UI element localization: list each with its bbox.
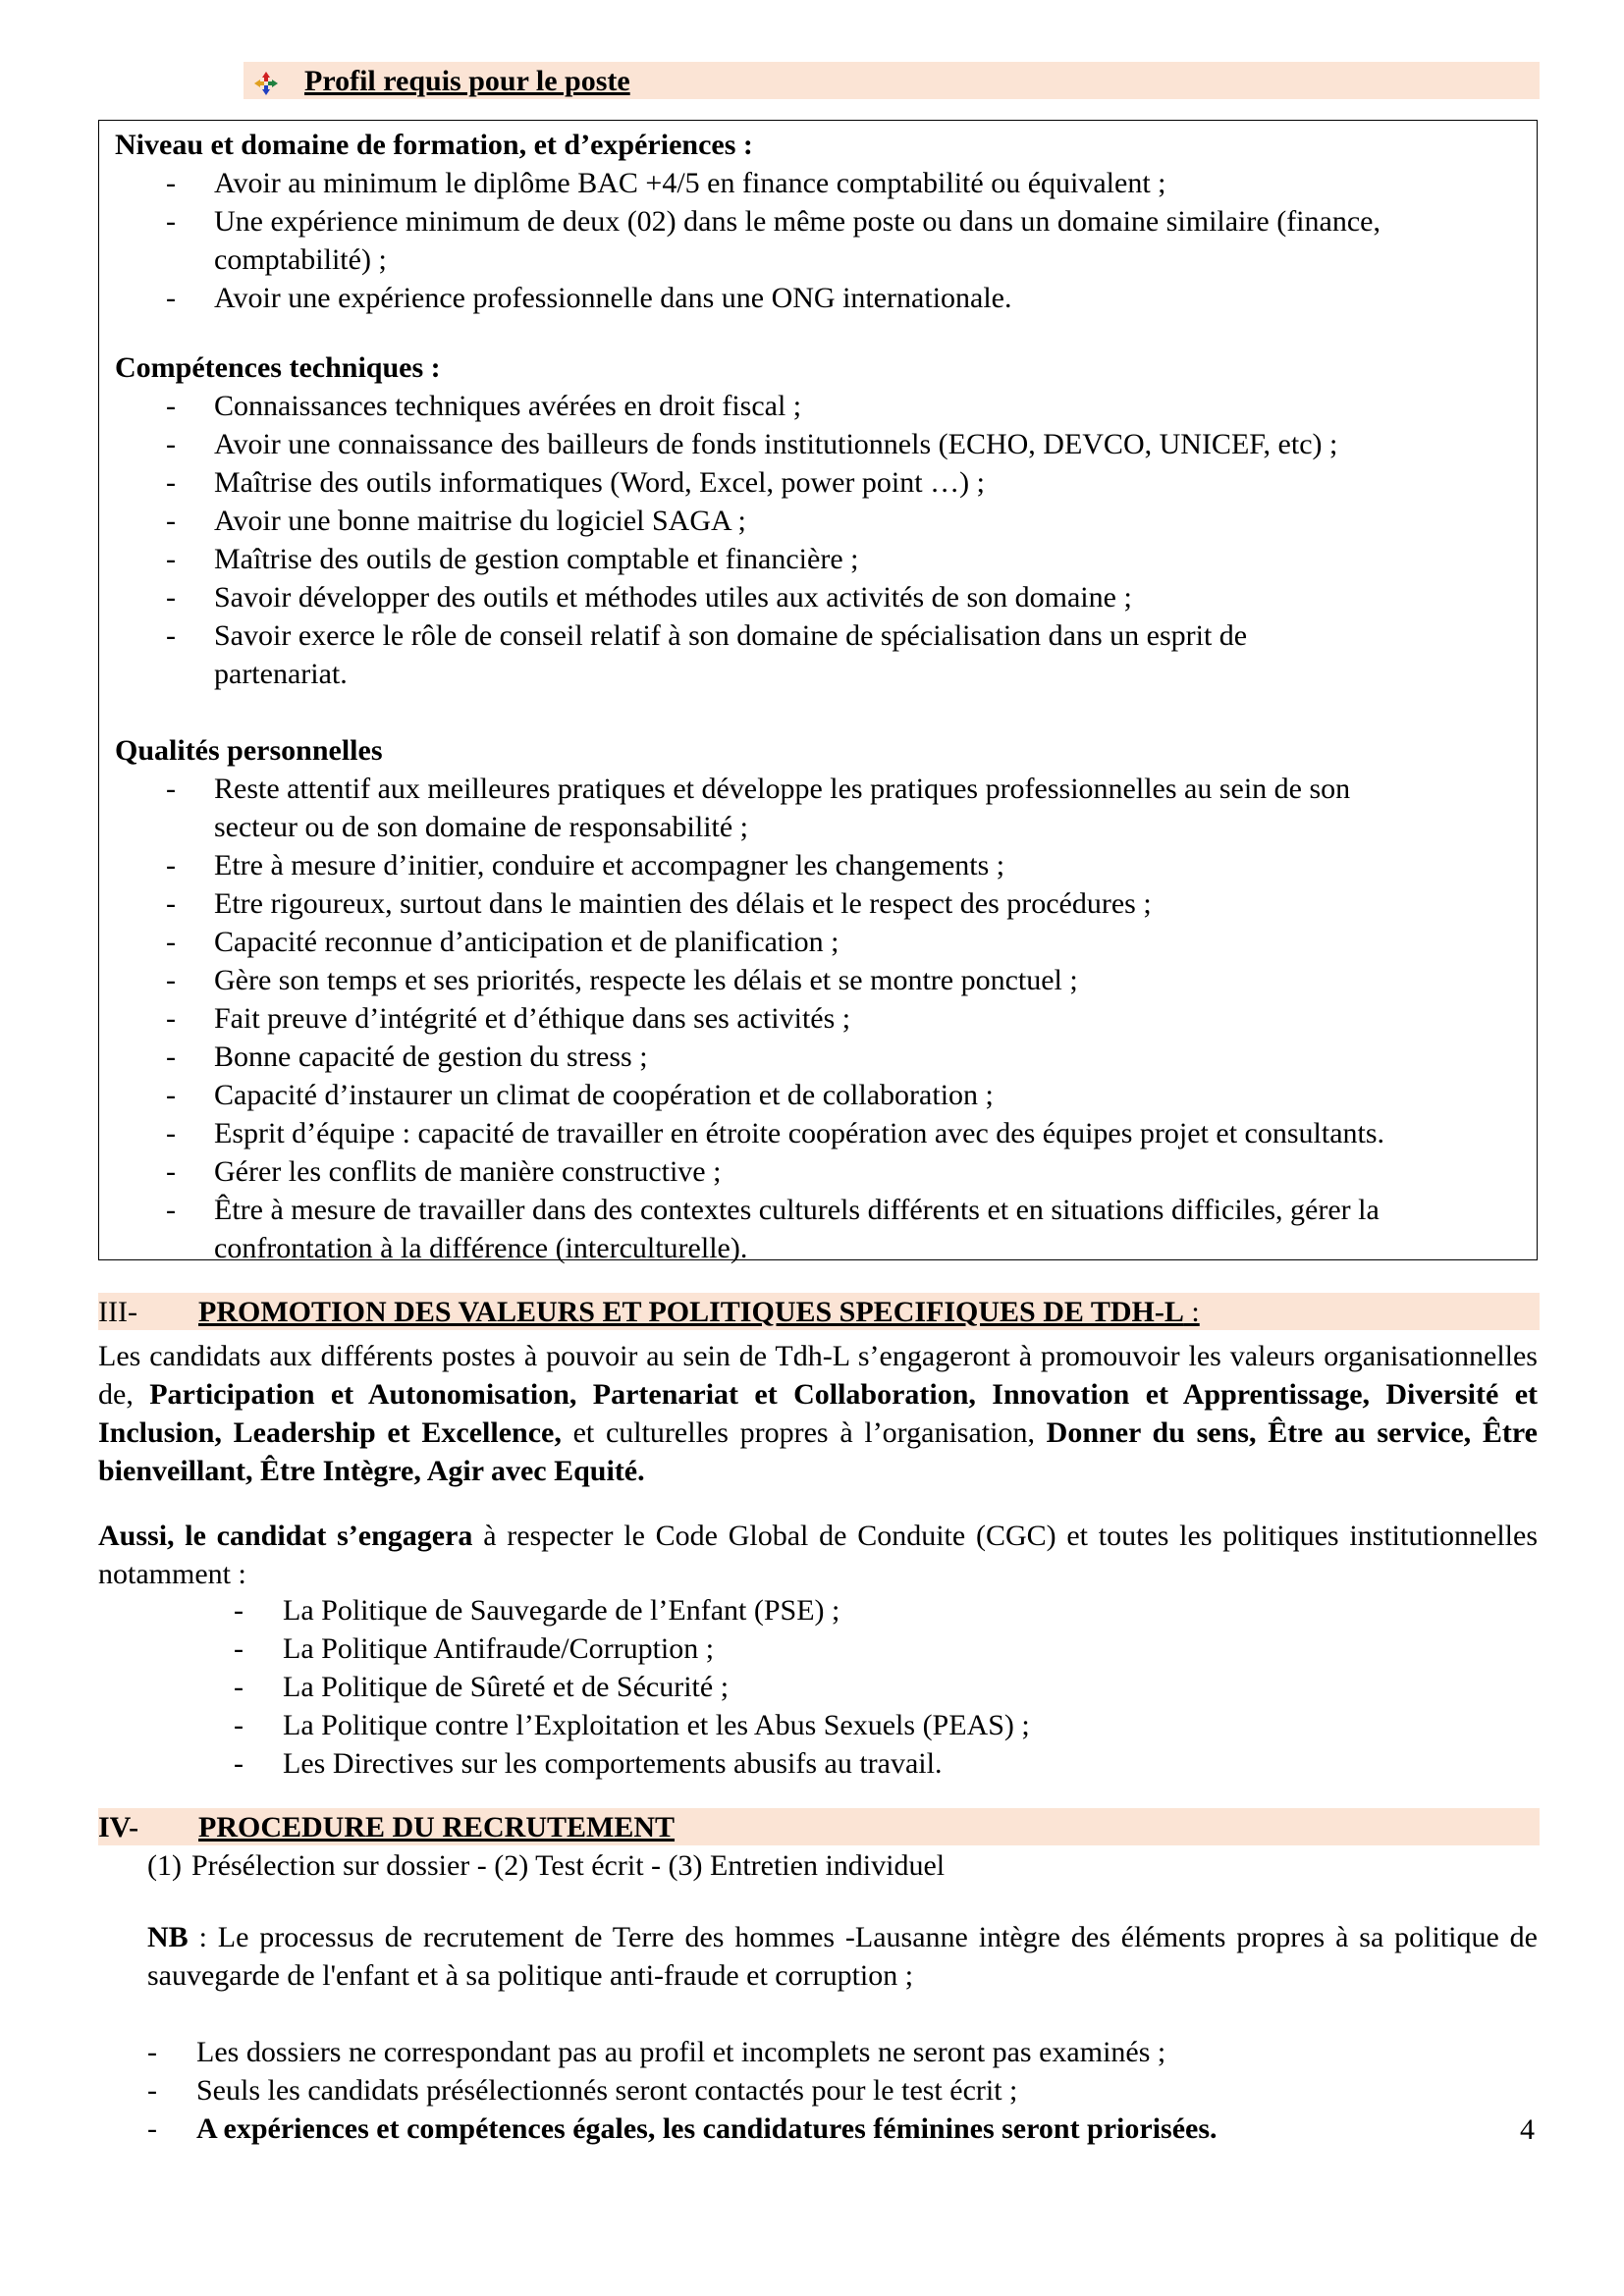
list-bullet-dash: - [166,1194,176,1226]
list-item-text: Une expérience minimum de deux (02) dans le même poste ou dans un domaine similaire (finance, [214,205,1380,238]
list-item-text: Être à mesure de travailler dans des contextes culturels différents et en situations difficiles, gérer la [214,1194,1380,1226]
list-item-text: La Politique Antifraude/Corruption ; [283,1632,715,1665]
list-bullet-dash: - [147,2036,157,2068]
list-item-text: confrontation à la différence (interculturelle). [214,1232,748,1264]
recruitment-steps: (1) Présélection sur dossier - (2) Test écrit - (3) Entretien individuel [147,1849,946,1882]
list-bullet-dash: - [234,1594,244,1627]
list-item-text: Etre à mesure d’initier, conduire et accompagner les changements ; [214,849,1005,881]
list-bullet-dash: - [166,849,176,881]
list-item-text: Gère son temps et ses priorités, respecte les délais et se montre ponctuel ; [214,964,1078,996]
list-item-text: Fait preuve d’intégrité et d’éthique dans ses activités ; [214,1002,851,1035]
page-number: 4 [1520,2113,1535,2146]
list-bullet-dash: - [166,543,176,575]
list-item-text: Avoir au minimum le diplôme BAC +4/5 en finance comptabilité ou équivalent ; [214,167,1166,199]
list-item-text: Avoir une connaissance des bailleurs de fonds institutionnels (ECHO, DEVCO, UNICEF, etc) ; [214,428,1338,460]
list-bullet-dash: - [234,1747,244,1780]
list-item-text: Avoir une bonne maitrise du logiciel SAGA ; [214,505,746,537]
list-bullet-dash: - [166,964,176,996]
list-item-text: Reste attentif aux meilleures pratiques et développe les pratiques professionnelles au sein de son [214,773,1351,805]
list-item-text: Maîtrise des outils de gestion comptable et financière ; [214,543,859,575]
list-bullet-dash: - [166,581,176,614]
profile-header-bar [244,62,1540,99]
section3-title: PROMOTION DES VALEURS ET POLITIQUES SPECIFIQUES DE TDH-L : [198,1296,1200,1328]
list-bullet-dash: - [166,926,176,958]
list-bullet-dash: - [166,505,176,537]
list-item-text: La Politique de Sûreté et de Sécurité ; [283,1671,730,1703]
list-bullet-dash: - [166,1002,176,1035]
list-bullet-dash: - [166,1079,176,1111]
section4-header-bar [98,1808,1540,1845]
list-item-text: Savoir exerce le rôle de conseil relatif à son domaine de spécialisation dans un esprit de [214,619,1248,652]
list-bullet-dash: - [166,428,176,460]
list-item-text: partenariat. [214,658,348,690]
list-item-text: Seuls les candidats présélectionnés seront contactés pour le test écrit ; [196,2074,1018,2107]
list-item-text: La Politique contre l’Exploitation et les Abus Sexuels (PEAS) ; [283,1709,1030,1741]
list-item-text: Gérer les conflits de manière constructive ; [214,1155,722,1188]
section3-header-bar [98,1293,1540,1330]
list-bullet-dash: - [166,282,176,314]
list-item-text: Esprit d’équipe : capacité de travailler en étroite coopération avec des équipes projet et consultants. [214,1117,1385,1149]
list-bullet-dash: - [147,2112,157,2145]
section3-commitment-paragraph: Aussi, le candidat s’engagera à respecter le Code Global de Conduite (CGC) et toutes les politiques institutionnelles notamment : [98,1520,1538,1590]
techniques-heading: Compétences techniques : [115,351,441,384]
priority-note: A expériences et compétences égales, les candidatures féminines seront priorisées. [196,2112,1218,2145]
list-item-text: Les Directives sur les comportements abusifs au travail. [283,1747,943,1780]
list-bullet-dash: - [166,887,176,920]
list-bullet-dash: - [147,2074,157,2107]
list-bullet-dash: - [234,1671,244,1703]
qualites-heading: Qualités personnelles [115,734,383,767]
list-item-text: Etre rigoureux, surtout dans le maintien des délais et le respect des procédures ; [214,887,1152,920]
list-bullet-dash: - [166,205,176,238]
list-bullet-dash: - [166,1041,176,1073]
formation-heading: Niveau et domaine de formation, et d’expériences : [115,129,753,161]
list-item-text: Les dossiers ne correspondant pas au profil et incomplets ne seront pas examinés ; [196,2036,1166,2068]
section3-values-paragraph: Les candidats aux différents postes à pouvoir au sein de Tdh-L s’engageront à promouvoir les valeurs organisationnelles de, Participation et Autonomisation, Partenariat et Collaboration, Innovation et Apprentissage, Diversité et Inclusion, Leadership et Excellence, et culturelles propres à l’organisation, Donner du sens, Être au service, Être bienveillant, Être Intègre, Agir avec Equité. [98,1340,1538,1487]
nb-paragraph: NB : Le processus de recrutement de Terre des hommes -Lausanne intègre des éléments propres à sa politique de sauvegarde de l'enfant et à sa politique anti-fraude et corruption ; [147,1921,1538,1992]
profile-requirements-box [98,120,1538,1264]
list-item-text: secteur ou de son domaine de responsabilité ; [214,811,749,843]
list-item-text: Maîtrise des outils informatiques (Word, Excel, power point …) ; [214,466,985,499]
list-bullet-dash: - [166,1155,176,1188]
list-item-text: La Politique de Sauvegarde de l’Enfant (PSE) ; [283,1594,840,1627]
list-bullet-dash: - [234,1632,244,1665]
list-item-text: Capacité d’instaurer un climat de coopération et de collaboration ; [214,1079,994,1111]
four-arrows-icon [253,68,279,93]
list-item-text: comptabilité) ; [214,243,387,276]
list-bullet-dash: - [234,1709,244,1741]
list-item-text: Bonne capacité de gestion du stress ; [214,1041,648,1073]
section3-number: III- [98,1296,137,1328]
list-bullet-dash: - [166,466,176,499]
list-bullet-dash: - [166,619,176,652]
list-bullet-dash: - [166,390,176,422]
list-bullet-dash: - [166,773,176,805]
list-bullet-dash: - [166,167,176,199]
list-bullet-dash: - [166,1117,176,1149]
list-item-text: Savoir développer des outils et méthodes utiles aux activités de son domaine ; [214,581,1132,614]
section4-title: PROCEDURE DU RECRUTEMENT [198,1811,676,1843]
section4-number: IV- [98,1811,139,1843]
list-item-text: Avoir une expérience professionnelle dans une ONG internationale. [214,282,1012,314]
list-item-text: Capacité reconnue d’anticipation et de planification ; [214,926,839,958]
list-item-text: Connaissances techniques avérées en droit fiscal ; [214,390,802,422]
profile-header-title: Profil requis pour le poste [304,65,630,97]
